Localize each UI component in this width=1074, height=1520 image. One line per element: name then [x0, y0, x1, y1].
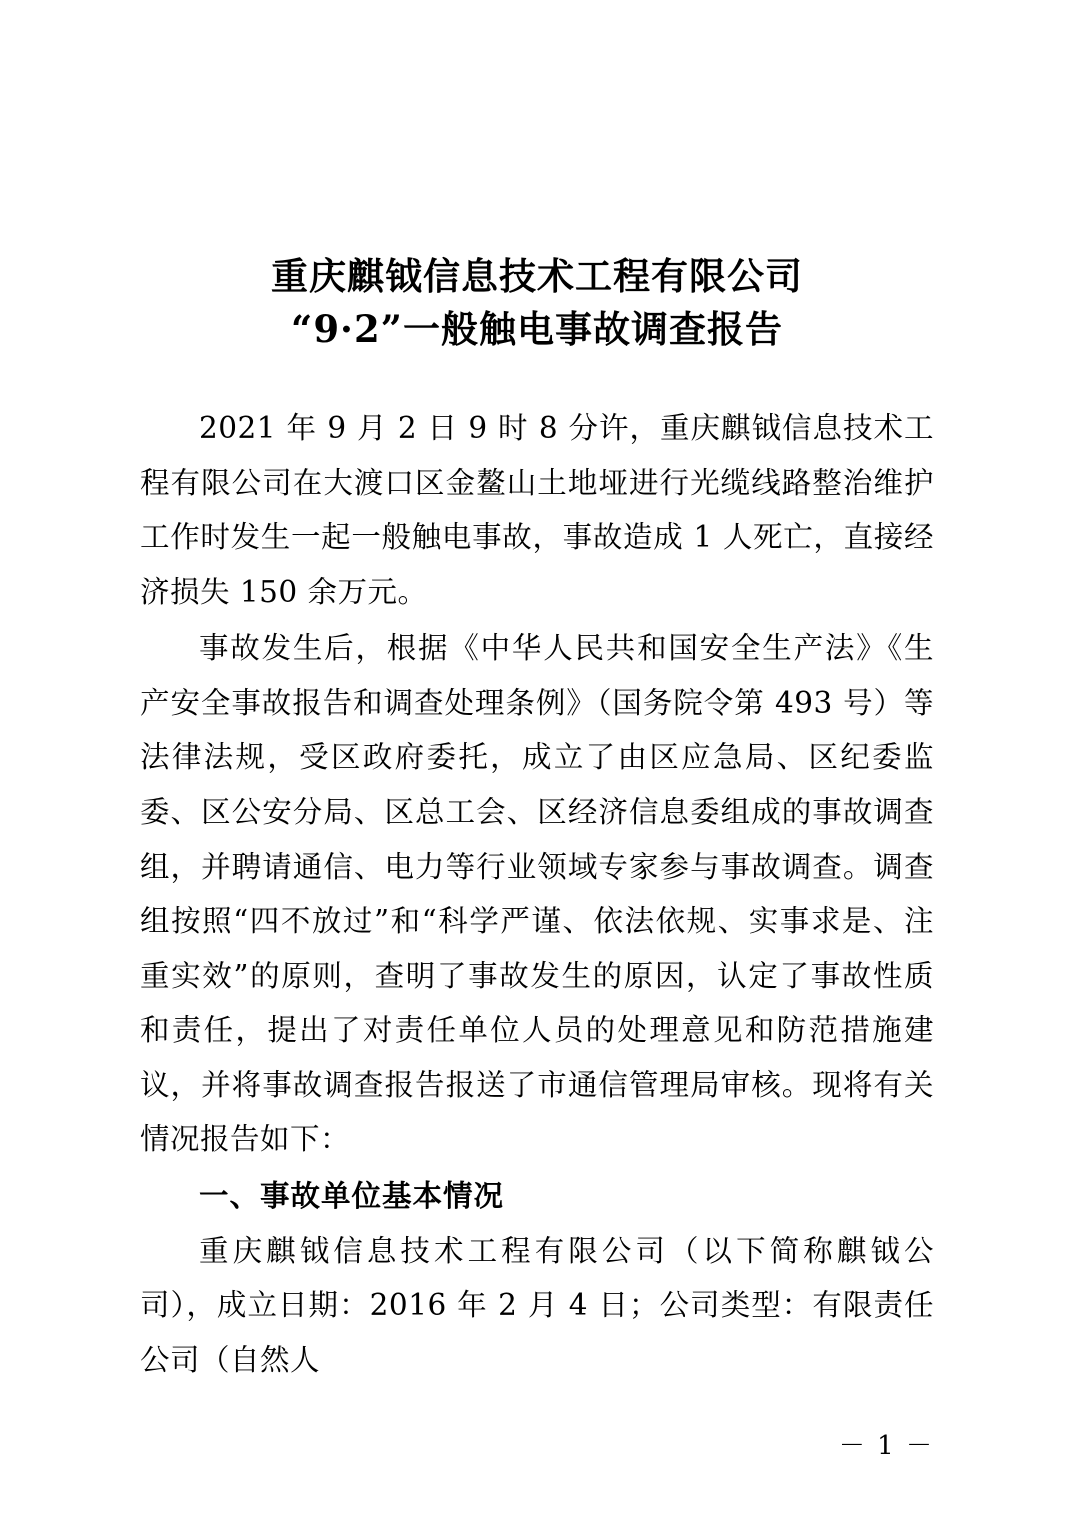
title-line-1: 重庆麒钺信息技术工程有限公司: [271, 254, 803, 298]
section-heading-1: 一、事故单位基本情况: [199, 1177, 505, 1213]
section-paragraph-1: 重庆麒钺信息技术工程有限公司（以下简称麒钺公司），成立日期：2016 年 2 月 4 日；公司类型：有限责任公司（自然人: [140, 1233, 934, 1377]
title-line-2: “9·2”一般触电事故调查报告: [291, 306, 783, 351]
page-title: [140, 250, 934, 355]
paragraph-2: 事故发生后，根据《中华人民共和国安全生产法》《生产安全事故报告和调查处理条例》（国务院令第 493 号）等法律法规，受区政府委托，成立了由区应急局、区纪委监委、区公安分局、区总工会、区经济信息委组成的事故调查组，并聘请通信、电力等行业领域专家参与事故调查。调查组按照“四不放过”和“科学严谨、依法依规、实事求是、注重实效”的原则，查明了事故发生的原因，认定了事故性质和责任，提出了对责任单位人员的处理意见和防范措施建议，并将事故调查报告报送了市通信管理局审核。现将有关情况报告如下：: [140, 631, 934, 1157]
paragraph-1: 2021 年 9 月 2 日 9 时 8 分许，重庆麒钺信息技术工程有限公司在大渡口区金鳌山土地垭进行光缆线路整治维护工作时发生一起一般触电事故，事故造成 1 人死亡，直接经济损失 150 余万元。: [140, 411, 934, 609]
page-number: － 1 －: [838, 1431, 934, 1461]
